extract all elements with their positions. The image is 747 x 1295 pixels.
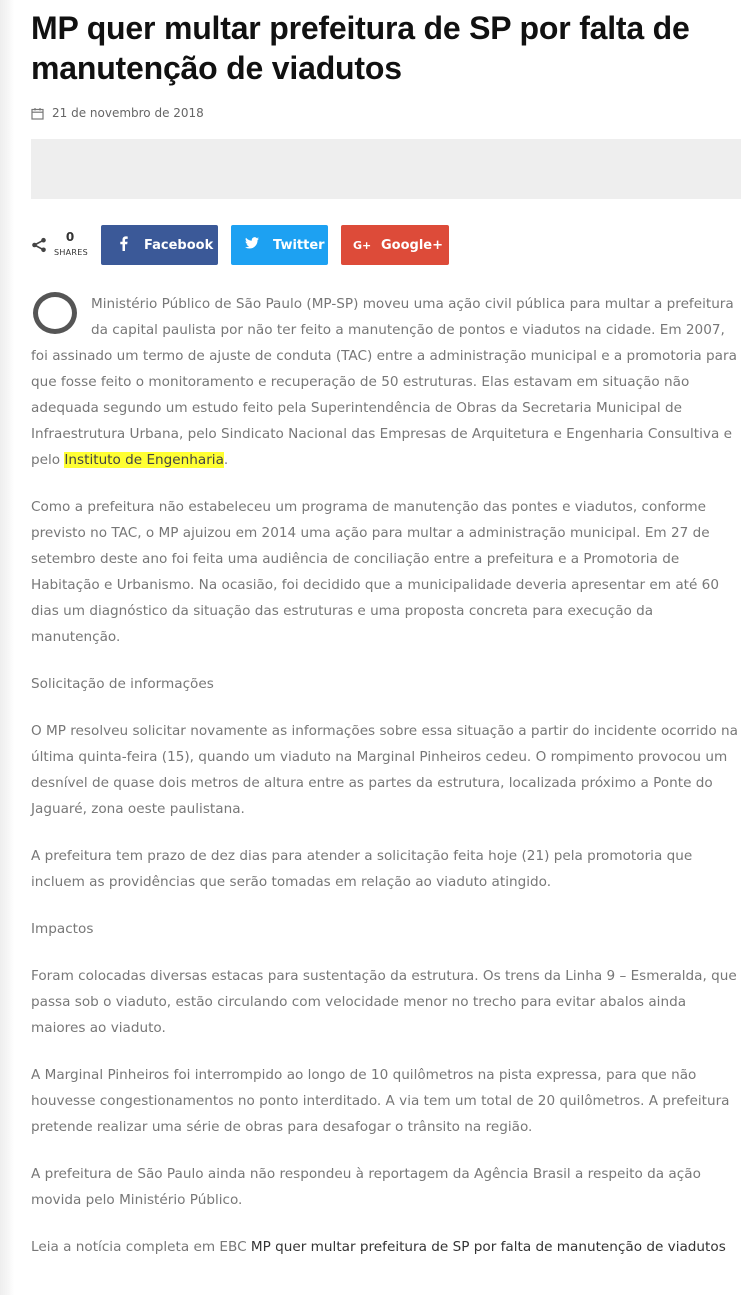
facebook-share-button[interactable] (101, 225, 218, 265)
twitter-icon (244, 237, 260, 253)
page-left-border (0, 0, 14, 1295)
facebook-share-label: Facebook (144, 237, 214, 253)
google-plus-icon: G+ (353, 238, 372, 252)
paragraph-5: Foram colocadas diversas estacas para sustentação da estrutura. Os trens da Linha 9 – Esmeralda, que passa sob o viaduto, estão circulando com velocidade menor no trecho para evitar abalos ainda maiores ao viaduto. (31, 968, 737, 1036)
google-plus-share-label: Google+ (381, 237, 444, 253)
twitter-share-label: Twitter (273, 237, 325, 253)
subheading-solicitacao: Solicitação de informações (31, 676, 214, 692)
article-title: MP quer multar prefeitura de SP por falta de manutenção de viadutos (31, 10, 690, 86)
share-count: 0 (65, 230, 75, 244)
share-bar (31, 225, 741, 265)
share-icon (31, 237, 47, 253)
paragraph-4: A prefeitura tem prazo de dez dias para atender a solicitação feita hoje (21) pela promotoria que incluem as providências que serão tomadas em relação ao viaduto atingido. (31, 848, 693, 890)
share-counter (31, 225, 93, 265)
ad-placeholder (31, 139, 741, 199)
paragraph-8 (31, 1234, 741, 1260)
paragraph-2: Como a prefeitura não estabeleceu um programa de manutenção das pontes e viadutos, conforme previsto no TAC, o MP ajuizou em 2014 uma ação para multar a administração municipal. Em 27 de setembro deste ano foi feita uma audiência de conciliação entre a prefeitura e a Promotoria de Habitação e Urbanismo. Na ocasião, foi decidido que a municipalidade deveria apresentar em até 60 dias um diagnóstico da situação das estruturas e uma proposta concreta para execução da manutenção. (31, 499, 719, 645)
facebook-icon (115, 236, 131, 255)
post-date: 21 de novembro de 2018 (52, 106, 204, 120)
dropcap-letter-o (33, 292, 77, 334)
paragraph-3: O MP resolveu solicitar novamente as informações sobre essa situação a partir do incidente ocorrido na última quinta-feira (15), quando um viaduto na Marginal Pinheiros cedeu. O rompimento provocou um desnível de quase dois metros de altura entre as partes da estrutura, localizada próximo a Ponte do Jaguaré, zona oeste paulistana. (31, 723, 739, 817)
source-article-link[interactable]: MP quer multar prefeitura de SP por falta de manutenção de viadutos (250, 1239, 726, 1255)
instituto-engenharia-link[interactable]: Instituto de Engenharia (64, 452, 224, 468)
twitter-share-button[interactable] (231, 225, 328, 265)
share-count-label: SHARES (53, 248, 89, 257)
calendar-icon (31, 107, 44, 120)
paragraph-6: A Marginal Pinheiros foi interrompido ao longo de 10 quilômetros na pista expressa, para que não houvesse congestionamentos no ponto interditado. A via tem um total de 20 quilômetros. A prefeitura pretende realizar uma série de obras para desafogar o trânsito na região. (31, 1067, 730, 1135)
read-more-prefix: Leia a notícia completa em EBC (31, 1239, 251, 1255)
dropcap (31, 291, 91, 335)
google-plus-share-button[interactable] (341, 225, 449, 265)
subheading-impactos: Impactos (31, 921, 94, 937)
paragraph-1-text: Ministério Público de São Paulo (MP-SP) moveu uma ação civil pública para multar a prefeitura da capital paulista por não ter feito a manutenção de pontos e viadutos na cidade. Em 2007, foi assinado um termo de ajuste de conduta (TAC) entre a administração municipal e a promotoria para que fosse feito o monitoramento e recuperação de 50 estruturas. Elas estavam em situação não adequada segundo um estudo feito pela Superintendência de Obras da Secretaria Municipal de Infraestrutura Urbana, pelo Sindicato Nacional das Empresas de Arquitetura e Engenharia Consultiva e pelo (31, 296, 737, 468)
paragraph-1 (31, 291, 741, 473)
article-body (31, 291, 741, 1281)
paragraph-1-end: . (223, 452, 229, 468)
post-meta (31, 104, 204, 122)
paragraph-7: A prefeitura de São Paulo ainda não respondeu à reportagem da Agência Brasil a respeito da ação movida pelo Ministério Público. (31, 1166, 701, 1208)
